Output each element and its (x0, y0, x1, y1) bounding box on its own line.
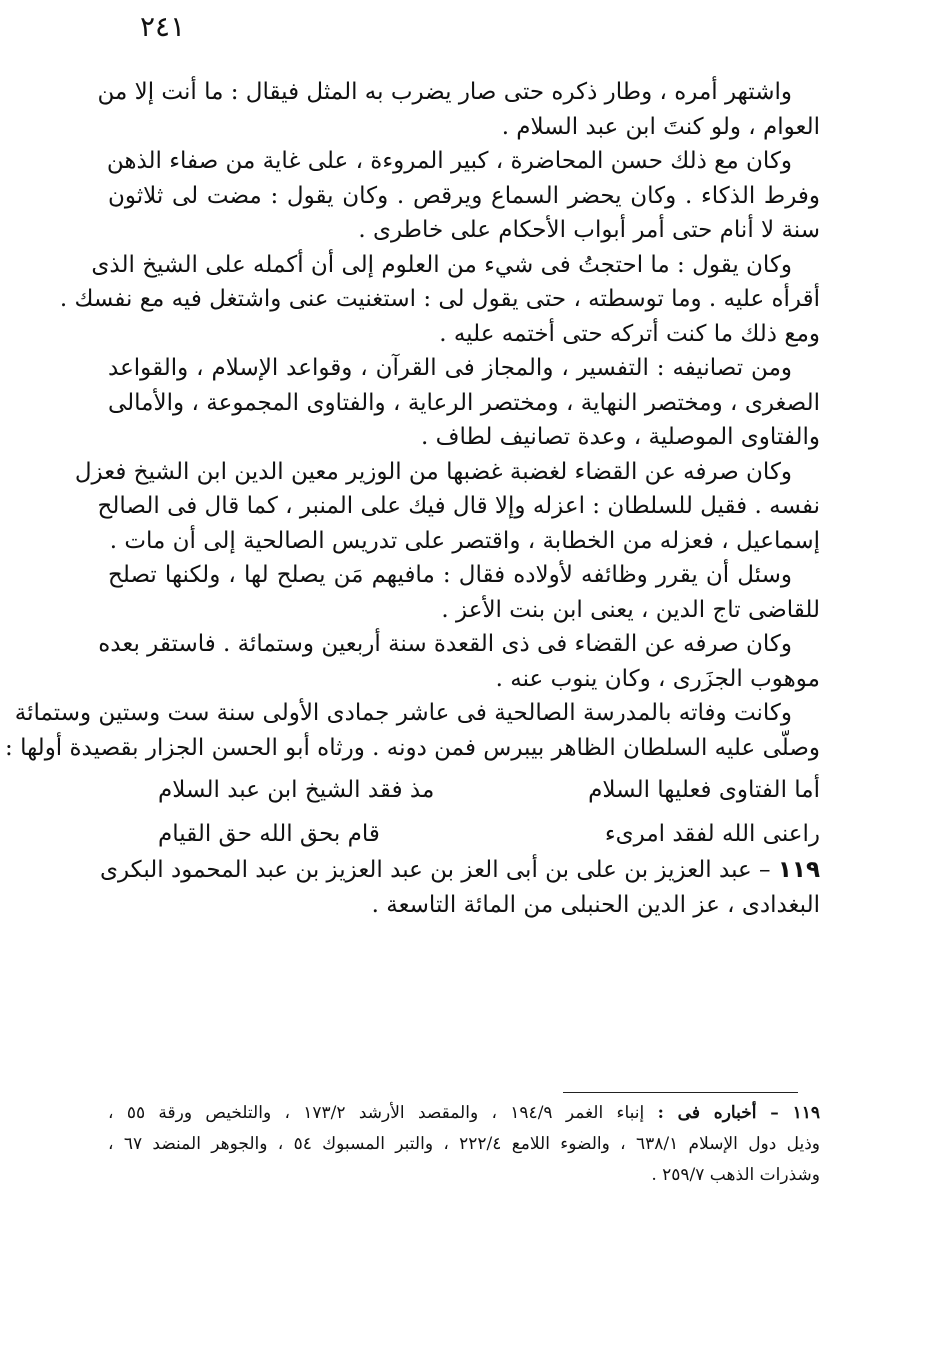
entry-number: ١١٩ (777, 857, 820, 883)
entry-heading-line (99, 853, 820, 888)
poem-verse (108, 815, 820, 853)
text-line: العوام ، ولو كنتَ ابن عبد السلام . (501, 113, 820, 140)
footnote-divider (563, 1092, 798, 1093)
text-line: أقرأه عليه . وما توسطته ، حتى يقول لى : استغنيت عنى واشتغل فيه مع نفسك . (59, 286, 820, 312)
text-line: ومع ذلك ما كنت أتركه حتى أختمه عليه . (439, 320, 820, 347)
text-line: للقاضى تاج الدين ، يعنى ابن بنت الأعز . (441, 596, 820, 623)
text-line: وكان صرفه عن القضاء لغضبة غضبها من الوزير معين الدين ابن الشيخ فعزل (74, 458, 792, 485)
text-line: البغدادى ، عز الدين الحنبلى من المائة التاسعة . (371, 891, 820, 918)
text-line: موهوب الجزَرى ، وكان ينوب عنه . (495, 665, 820, 692)
text-line: إسماعيل ، فعزله من الخطابة ، واقتصر على تدريس الصالحية إلى أن مات . (109, 527, 820, 554)
footnote-label: ١١٩ – أخباره فى : (657, 1103, 821, 1123)
footnote-line: وشذرات الذهب ٢٥٩/٧ . (651, 1165, 820, 1185)
body-text (5, 75, 820, 922)
footnote-line: وذيل دول الإسلام ٦٣٨/١ ، والضوء اللامع ٢٢٢/٤ ، والتبر المسبوك ٥٤ ، والجوهر المنضد ٦٧ ، (108, 1134, 821, 1154)
text-line: واشتهر أمره ، وطار ذكره حتى صار يضرب به المثل فيقال : ما أنت إلا من (97, 79, 792, 105)
entry-title: – عبد العزيز بن على بن أبى العز بن عبد العزيز بن عبد المحمود البكرى (99, 857, 771, 883)
text-line: سنة لا أنام حتى أمر أبواب الأحكام على خاطرى . (358, 217, 820, 243)
text-line: نفسه . فقيل للسلطان : اعزله وإلا قال فيك على المنبر ، كما قال فى الصالح (97, 493, 820, 519)
footnote-text: إنباء الغمر ١٩٤/٩ ، والمقصد الأرشد ١٧٣/٢ ، والتلخيص ورقة ٥٥ ، (108, 1103, 645, 1123)
text-line: الصغرى ، ومختصر النهاية ، ومختصر الرعاية ، والفتاوى المجموعة ، والأمالى (108, 389, 820, 416)
verse-first-hemistich: أما الفتاوى فعليها السلام (588, 777, 820, 803)
text-line: وكان يقول : ما احتجتُ فى شيء من العلوم إلى أن أكمله على الشيخ الذى (91, 251, 792, 278)
poem-verse (108, 771, 820, 809)
text-line: وسئل أن يقرر وظائفه لأولاده فقال : مافيهم مَن يصلح لها ، ولكنها تصلح (108, 562, 792, 588)
verse-first-hemistich: راعنى الله لفقد امرىء (604, 821, 820, 847)
text-line: وكان مع ذلك حسن المحاضرة ، كبير المروءة ، على غاية من صفاء الذهن (106, 148, 792, 174)
text-line: وصلّى عليه السلطان الظاهر بيبرس فمن دونه . ورثاه أبو الحسن الجزار بقصيدة أولها : (5, 734, 820, 761)
text-line: وكان صرفه عن القضاء فى ذى القعدة سنة أربعين وستمائة . فاستقر بعده (98, 631, 792, 657)
footnote-line (108, 1098, 820, 1129)
verse-second-hemistich: مذ فقد الشيخ ابن عبد السلام (158, 777, 435, 803)
text-line: والفتاوى الموصلية ، وعدة تصانيف لطاف . (421, 424, 820, 450)
page-number: ٢٤١ (140, 10, 186, 43)
text-line: وكانت وفاته بالمدرسة الصالحية فى عاشر جمادى الأولى سنة ست وستين وستمائة (14, 700, 792, 726)
text-line: ومن تصانيفه : التفسير ، والمجاز فى القرآن ، وقواعد الإسلام ، والقواعد (108, 355, 792, 381)
verse-second-hemistich: قام بحق الله حق القيام (158, 821, 380, 847)
text-line: وفرط الذكاء . وكان يحضر السماع ويرقص . وكان يقول : مضت لى ثلاثون (108, 182, 820, 209)
footnotes (108, 1098, 820, 1191)
